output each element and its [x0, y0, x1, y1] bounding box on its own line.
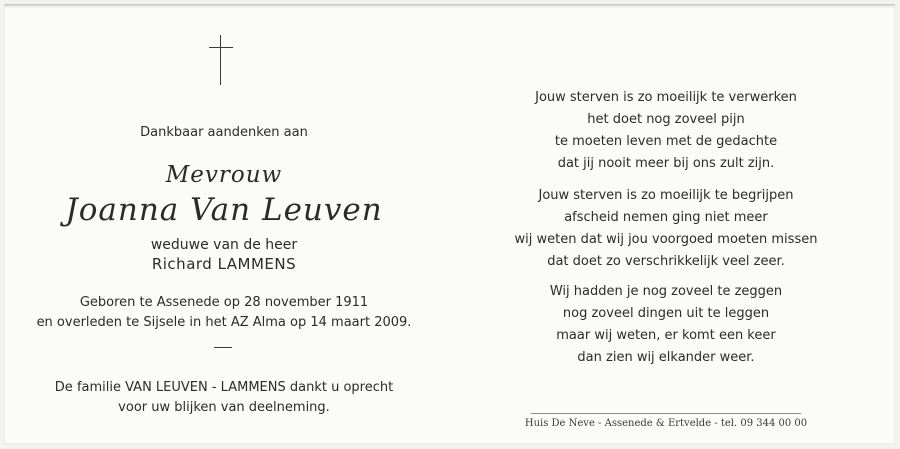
died-text: en overleden te Sijsele in het AZ Alma op 14 maart 2009.	[36, 315, 412, 330]
poem-line: wij weten dat wij jou voorgoed moeten missen	[514, 232, 818, 247]
poem-line: afscheid nemen ging niet meer	[564, 210, 768, 225]
poem-line: het doet nog zoveel pijn	[587, 112, 745, 127]
thanks-line-2: voor uw blijken van deelneming.	[118, 400, 330, 415]
honorific: Mevrouw	[165, 162, 283, 188]
poem-line: maar wij weten, er komt een keer	[556, 328, 776, 343]
separator-dash	[214, 347, 232, 348]
spouse-name: Richard LAMMENS	[151, 255, 297, 273]
deceased-name: Joanna Van Leuven	[65, 192, 383, 228]
thanks-line-1: De familie VAN LEUVEN - LAMMENS dankt u oprecht	[54, 380, 394, 395]
poem-line: dat jij nooit meer bij ons zult zijn.	[557, 156, 775, 171]
poem-line: nog zoveel dingen uit te leggen	[562, 306, 770, 321]
born-text: Geboren te Assenede op 28 november 1911	[79, 295, 369, 310]
poem-line: dan zien wij elkander weer.	[577, 350, 755, 365]
poem-line: dat doet zo verschrikkelijk veel zeer.	[547, 254, 785, 269]
poem-stanza-2	[446, 185, 886, 273]
right-panel	[446, 5, 886, 445]
memorial-card	[4, 4, 895, 444]
poem-stanza-3	[446, 281, 886, 369]
poem-line: Jouw sterven is zo moeilijk te begrijpen	[538, 188, 794, 203]
relation-text: weduwe van de heer	[150, 237, 298, 253]
poem-line: te moeten leven met de gedachte	[554, 134, 778, 149]
footer-rule	[531, 413, 801, 414]
funeral-home-footer: Huis De Neve - Assenede & Ertvelde - tel. 09 344 00 00	[524, 418, 808, 429]
cross-icon	[209, 35, 233, 85]
intro-text: Dankbaar aandenken aan	[140, 125, 308, 140]
poem-stanza-1	[446, 87, 886, 175]
left-panel	[4, 5, 444, 445]
poem-line: Jouw sterven is zo moeilijk te verwerken	[535, 90, 797, 105]
poem-line: Wij hadden je nog zoveel te zeggen	[549, 284, 783, 299]
